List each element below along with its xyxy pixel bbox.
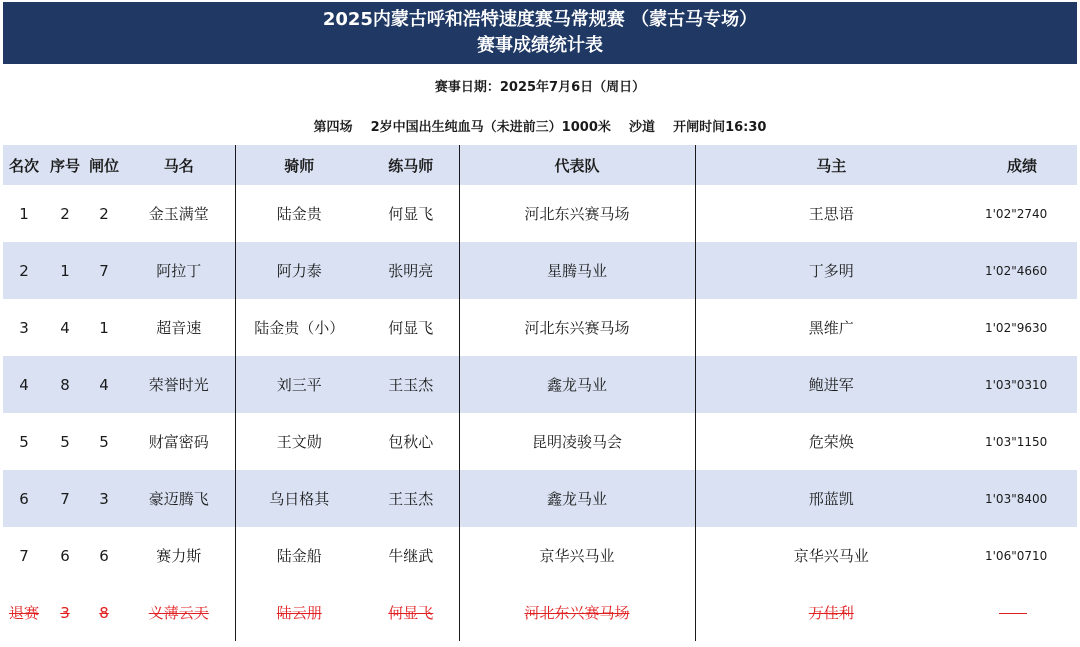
col-gate: 闸位 [85, 145, 123, 185]
cell-time: 1'02"4660 [967, 242, 1077, 299]
cell-rank: 2 [3, 242, 45, 299]
cell-number: 8 [45, 356, 85, 413]
cell-owner: 王思语 [695, 185, 967, 242]
no-time-dash [999, 613, 1027, 614]
cell-gate: 5 [99, 432, 109, 451]
cell-trainer: 何显飞 [388, 319, 434, 337]
cell-number: 1 [45, 242, 85, 299]
cell-trainer: 牛继武 [388, 547, 434, 565]
cell-gate: 8 [99, 603, 109, 622]
cell-number: 6 [60, 546, 70, 565]
cell-gate: 6 [99, 546, 109, 565]
cell-owner: 鲍进军 [695, 356, 967, 413]
cell-team: 鑫龙马业 [459, 356, 695, 413]
cell-owner: 黑维广 [695, 299, 967, 356]
cell-horse: 超音速 [156, 319, 202, 337]
cell-team: 河北东兴赛马场 [459, 299, 695, 356]
cell-jockey: 阿力泰 [235, 242, 363, 299]
cell-time: 1'03"0310 [967, 356, 1077, 413]
cell-team: 河北东兴赛马场 [459, 185, 695, 242]
cell-rank: 退赛 [8, 604, 39, 622]
cell-team: 河北东兴赛马场 [459, 584, 695, 641]
title-banner [3, 2, 1077, 64]
cell-horse: 金玉满堂 [148, 205, 209, 223]
cell-rank: 5 [19, 432, 29, 451]
cell-trainer: 何显飞 [388, 205, 434, 223]
scratched-row [3, 584, 1077, 641]
cell-trainer: 王玉杰 [363, 470, 459, 527]
cell-owner: 丁多明 [695, 242, 967, 299]
race-info: 第四场 2岁中国出生纯血马（未进前三）1000米 沙道 开闸时间16:30 [313, 120, 767, 135]
cell-horse: 荣誉时光 [123, 356, 235, 413]
cell-team: 京华兴马业 [459, 527, 695, 584]
cell-number: 4 [60, 318, 70, 337]
col-team: 代表队 [459, 145, 695, 185]
cell-owner: 邢蓝凯 [695, 470, 967, 527]
cell-gate: 7 [85, 242, 123, 299]
cell-jockey: 王文勋 [235, 413, 363, 470]
cell-jockey: 刘三平 [235, 356, 363, 413]
cell-rank: 7 [19, 546, 29, 565]
cell-gate: 4 [85, 356, 123, 413]
col-trainer: 练马师 [363, 145, 459, 185]
table-row [3, 356, 1077, 413]
cell-trainer: 张明亮 [363, 242, 459, 299]
cell-owner: 万佳利 [695, 584, 967, 641]
race-date: 赛事日期：2025年7月6日（周日） [434, 80, 646, 95]
cell-time: 1'06"0710 [985, 548, 1048, 563]
cell-horse: 财富密码 [148, 433, 209, 451]
cell-time: 1'03"1150 [985, 434, 1048, 449]
cell-trainer: 王玉杰 [363, 356, 459, 413]
col-rank: 名次 [3, 145, 45, 185]
cell-gate: 1 [99, 318, 109, 337]
cell-team: 昆明凌骏马会 [459, 413, 695, 470]
cell-owner: 京华兴马业 [695, 527, 967, 584]
cell-time: 1'02"2740 [985, 206, 1048, 221]
cell-number: 2 [60, 204, 70, 223]
cell-jockey: 陆金贵 [235, 185, 363, 242]
title-line1: 2025内蒙古呼和浩特速度赛马常规赛 （蒙古马专场） [322, 9, 758, 30]
cell-owner: 危荣焕 [695, 413, 967, 470]
col-owner: 马主 [695, 145, 967, 185]
title-line2: 赛事成绩统计表 [477, 35, 603, 56]
cell-number: 7 [45, 470, 85, 527]
cell-jockey: 乌日格其 [235, 470, 363, 527]
cell-gate: 2 [99, 204, 109, 223]
table-row [3, 470, 1077, 527]
cell-team: 鑫龙马业 [459, 470, 695, 527]
cell-rank: 3 [19, 318, 29, 337]
table-row [3, 242, 1077, 299]
cell-time [967, 584, 1077, 641]
col-time: 成绩 [967, 145, 1077, 185]
cell-time: 1'02"9630 [985, 320, 1048, 335]
table-row [3, 413, 1077, 470]
cell-time: 1'03"8400 [967, 470, 1077, 527]
col-number: 序号 [45, 145, 85, 185]
cell-number: 5 [60, 432, 70, 451]
cell-horse: 豪迈腾飞 [123, 470, 235, 527]
cell-trainer: 何显飞 [388, 604, 434, 622]
cell-horse: 阿拉丁 [123, 242, 235, 299]
cell-team: 星腾马业 [459, 242, 695, 299]
table-row [3, 185, 1077, 242]
col-jockey: 骑师 [235, 145, 363, 185]
table-row [3, 527, 1077, 584]
header-row [3, 145, 1077, 185]
cell-horse: 义薄云天 [148, 604, 209, 622]
cell-rank: 4 [3, 356, 45, 413]
results-table [3, 145, 1077, 641]
col-horse: 马名 [123, 145, 235, 185]
cell-rank: 6 [3, 470, 45, 527]
table-row [3, 299, 1077, 356]
cell-rank: 1 [19, 204, 29, 223]
cell-horse: 赛力斯 [156, 547, 202, 565]
cell-trainer: 包秋心 [388, 433, 434, 451]
cell-jockey: 陆金贵（小） [235, 299, 363, 356]
cell-gate: 3 [85, 470, 123, 527]
cell-number: 3 [60, 603, 70, 622]
cell-jockey: 陆金船 [235, 527, 363, 584]
cell-jockey: 陆云朋 [235, 584, 363, 641]
